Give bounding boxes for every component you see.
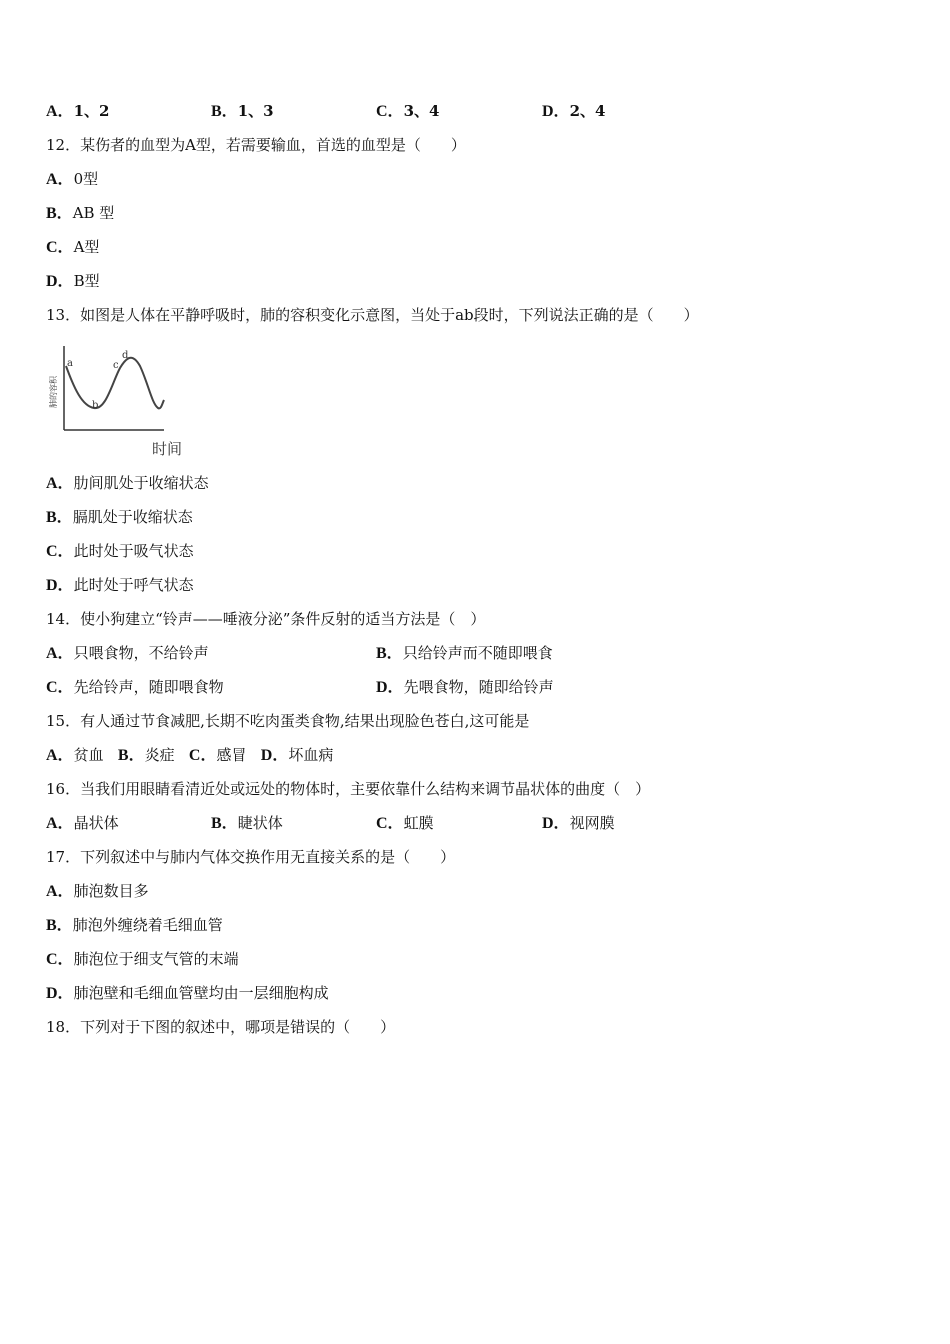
option-label: D． bbox=[46, 985, 74, 1002]
option-label: B． bbox=[376, 645, 403, 662]
option-label: B． bbox=[46, 205, 73, 222]
option-label: C． bbox=[188, 747, 217, 764]
q16-options bbox=[46, 812, 906, 834]
option-label: B． bbox=[46, 509, 73, 526]
q17-option-b bbox=[46, 914, 223, 936]
q13-option-d bbox=[46, 574, 194, 596]
option-text: 膈肌处于收缩状态 bbox=[72, 508, 193, 526]
option-text: 视网膜 bbox=[569, 814, 615, 832]
q11-option-d: 2、4 bbox=[569, 102, 606, 120]
point-a: a bbox=[67, 358, 73, 369]
option-label: C． bbox=[46, 239, 74, 256]
option-text: 0型 bbox=[73, 170, 99, 188]
q18-stem: 18．下列对于下图的叙述中，哪项是错误的（ ） bbox=[46, 1018, 396, 1036]
q15-option-b: 炎症 bbox=[144, 746, 175, 764]
q13-stem: 13．如图是人体在平静呼吸时，肺的容积变化示意图，当处于ab段时，下列说法正确的是（ ） bbox=[46, 306, 699, 324]
option-text: 肺泡壁和毛细血管壁均由一层细胞构成 bbox=[73, 984, 329, 1002]
q14-options-row1 bbox=[46, 642, 906, 664]
option-text: 肋间肌处于收缩状态 bbox=[73, 474, 209, 492]
q12-option-c bbox=[46, 236, 99, 258]
q13-option-a bbox=[46, 472, 209, 494]
option-text: 虹膜 bbox=[403, 814, 434, 832]
point-c: c bbox=[113, 360, 119, 371]
option-label: C． bbox=[376, 815, 404, 832]
option-text: AB 型 bbox=[72, 204, 115, 222]
option-label: B． bbox=[117, 747, 145, 764]
option-text: 只喂食物，不给铃声 bbox=[73, 644, 209, 662]
option-text: 先给铃声，随即喂食物 bbox=[73, 678, 224, 696]
point-d: d bbox=[122, 350, 129, 361]
q12-option-a bbox=[46, 168, 98, 190]
q12-option-b bbox=[46, 202, 114, 224]
q15-option-c: 感冒 bbox=[216, 746, 247, 764]
option-label: B． bbox=[211, 815, 238, 832]
option-label: A． bbox=[46, 475, 74, 492]
point-b: b bbox=[92, 400, 99, 411]
q16-option-d bbox=[542, 812, 615, 835]
option-label: D． bbox=[46, 273, 74, 290]
q13-option-c bbox=[46, 540, 194, 562]
q11-option-c: 3、4 bbox=[403, 102, 440, 120]
q16-option-c bbox=[376, 812, 434, 835]
option-label: A． bbox=[46, 883, 74, 900]
option-label: C． bbox=[376, 103, 404, 120]
q15-stem: 15．有人通过节食减肥,长期不吃肉蛋类食物,结果出现脸色苍白,这可能是 bbox=[46, 712, 530, 730]
option-label: D． bbox=[542, 815, 570, 832]
q12-option-d bbox=[46, 270, 100, 292]
option-text: 晶状体 bbox=[73, 814, 119, 832]
option-label: D． bbox=[46, 577, 74, 594]
option-label: D． bbox=[376, 679, 404, 696]
y-axis-label: 肺的容积 bbox=[49, 376, 58, 408]
q16-stem: 16．当我们用眼睛看清近处或远处的物体时，主要依靠什么结构来调节晶状体的曲度（ ） bbox=[46, 780, 651, 798]
q17-stem: 17．下列叙述中与肺内气体交换作用无直接关系的是（ ） bbox=[46, 848, 456, 866]
option-label: C． bbox=[46, 951, 74, 968]
option-text: A型 bbox=[73, 238, 100, 256]
q14-option-a bbox=[46, 642, 209, 665]
option-label: A． bbox=[46, 747, 74, 764]
q11-options bbox=[46, 100, 906, 122]
q17-option-a bbox=[46, 880, 149, 902]
q14-option-b bbox=[376, 642, 553, 665]
q12-stem: 12．某伤者的血型为A型，若需要输血，首选的血型是（ ） bbox=[46, 136, 466, 154]
q15-option-a: 贫血 bbox=[73, 746, 104, 764]
x-axis-label: 时间 bbox=[152, 440, 183, 458]
option-text: 睫状体 bbox=[237, 814, 283, 832]
option-label: C． bbox=[46, 679, 74, 696]
option-text: 只给铃声而不随即喂食 bbox=[402, 644, 553, 662]
option-text: 肺泡外缠绕着毛细血管 bbox=[72, 916, 223, 934]
option-label: A． bbox=[46, 103, 74, 120]
q11-option-a: 1、2 bbox=[73, 102, 110, 120]
lung-volume-figure bbox=[44, 338, 194, 462]
option-text: 此时处于吸气状态 bbox=[73, 542, 194, 560]
option-label: A． bbox=[46, 815, 74, 832]
q14-option-c bbox=[46, 676, 224, 699]
option-label: C． bbox=[46, 543, 74, 560]
option-text: 先喂食物，随即给铃声 bbox=[403, 678, 554, 696]
q14-stem: 14．使小狗建立“铃声——唾液分泌”条件反射的适当方法是（ ） bbox=[46, 610, 486, 628]
option-text: 肺泡数目多 bbox=[73, 882, 149, 900]
q17-option-d bbox=[46, 982, 329, 1004]
q16-option-a bbox=[46, 812, 119, 835]
q16-option-b bbox=[211, 812, 283, 835]
q13-option-b bbox=[46, 506, 193, 528]
q15-options bbox=[46, 744, 333, 766]
option-text: B型 bbox=[73, 272, 100, 290]
q15-option-d: 坏血病 bbox=[288, 746, 334, 764]
q14-option-d bbox=[376, 676, 554, 699]
option-text: 肺泡位于细支气管的末端 bbox=[73, 950, 239, 968]
q17-option-c bbox=[46, 948, 239, 970]
q14-options-row2 bbox=[46, 676, 906, 698]
option-label: A． bbox=[46, 171, 74, 188]
option-label: D． bbox=[260, 747, 289, 764]
q11-option-b: 1、3 bbox=[237, 102, 274, 120]
option-label: D． bbox=[542, 103, 570, 120]
option-label: B． bbox=[46, 917, 73, 934]
option-text: 此时处于呼气状态 bbox=[73, 576, 194, 594]
option-label: A． bbox=[46, 645, 74, 662]
option-label: B． bbox=[211, 103, 238, 120]
